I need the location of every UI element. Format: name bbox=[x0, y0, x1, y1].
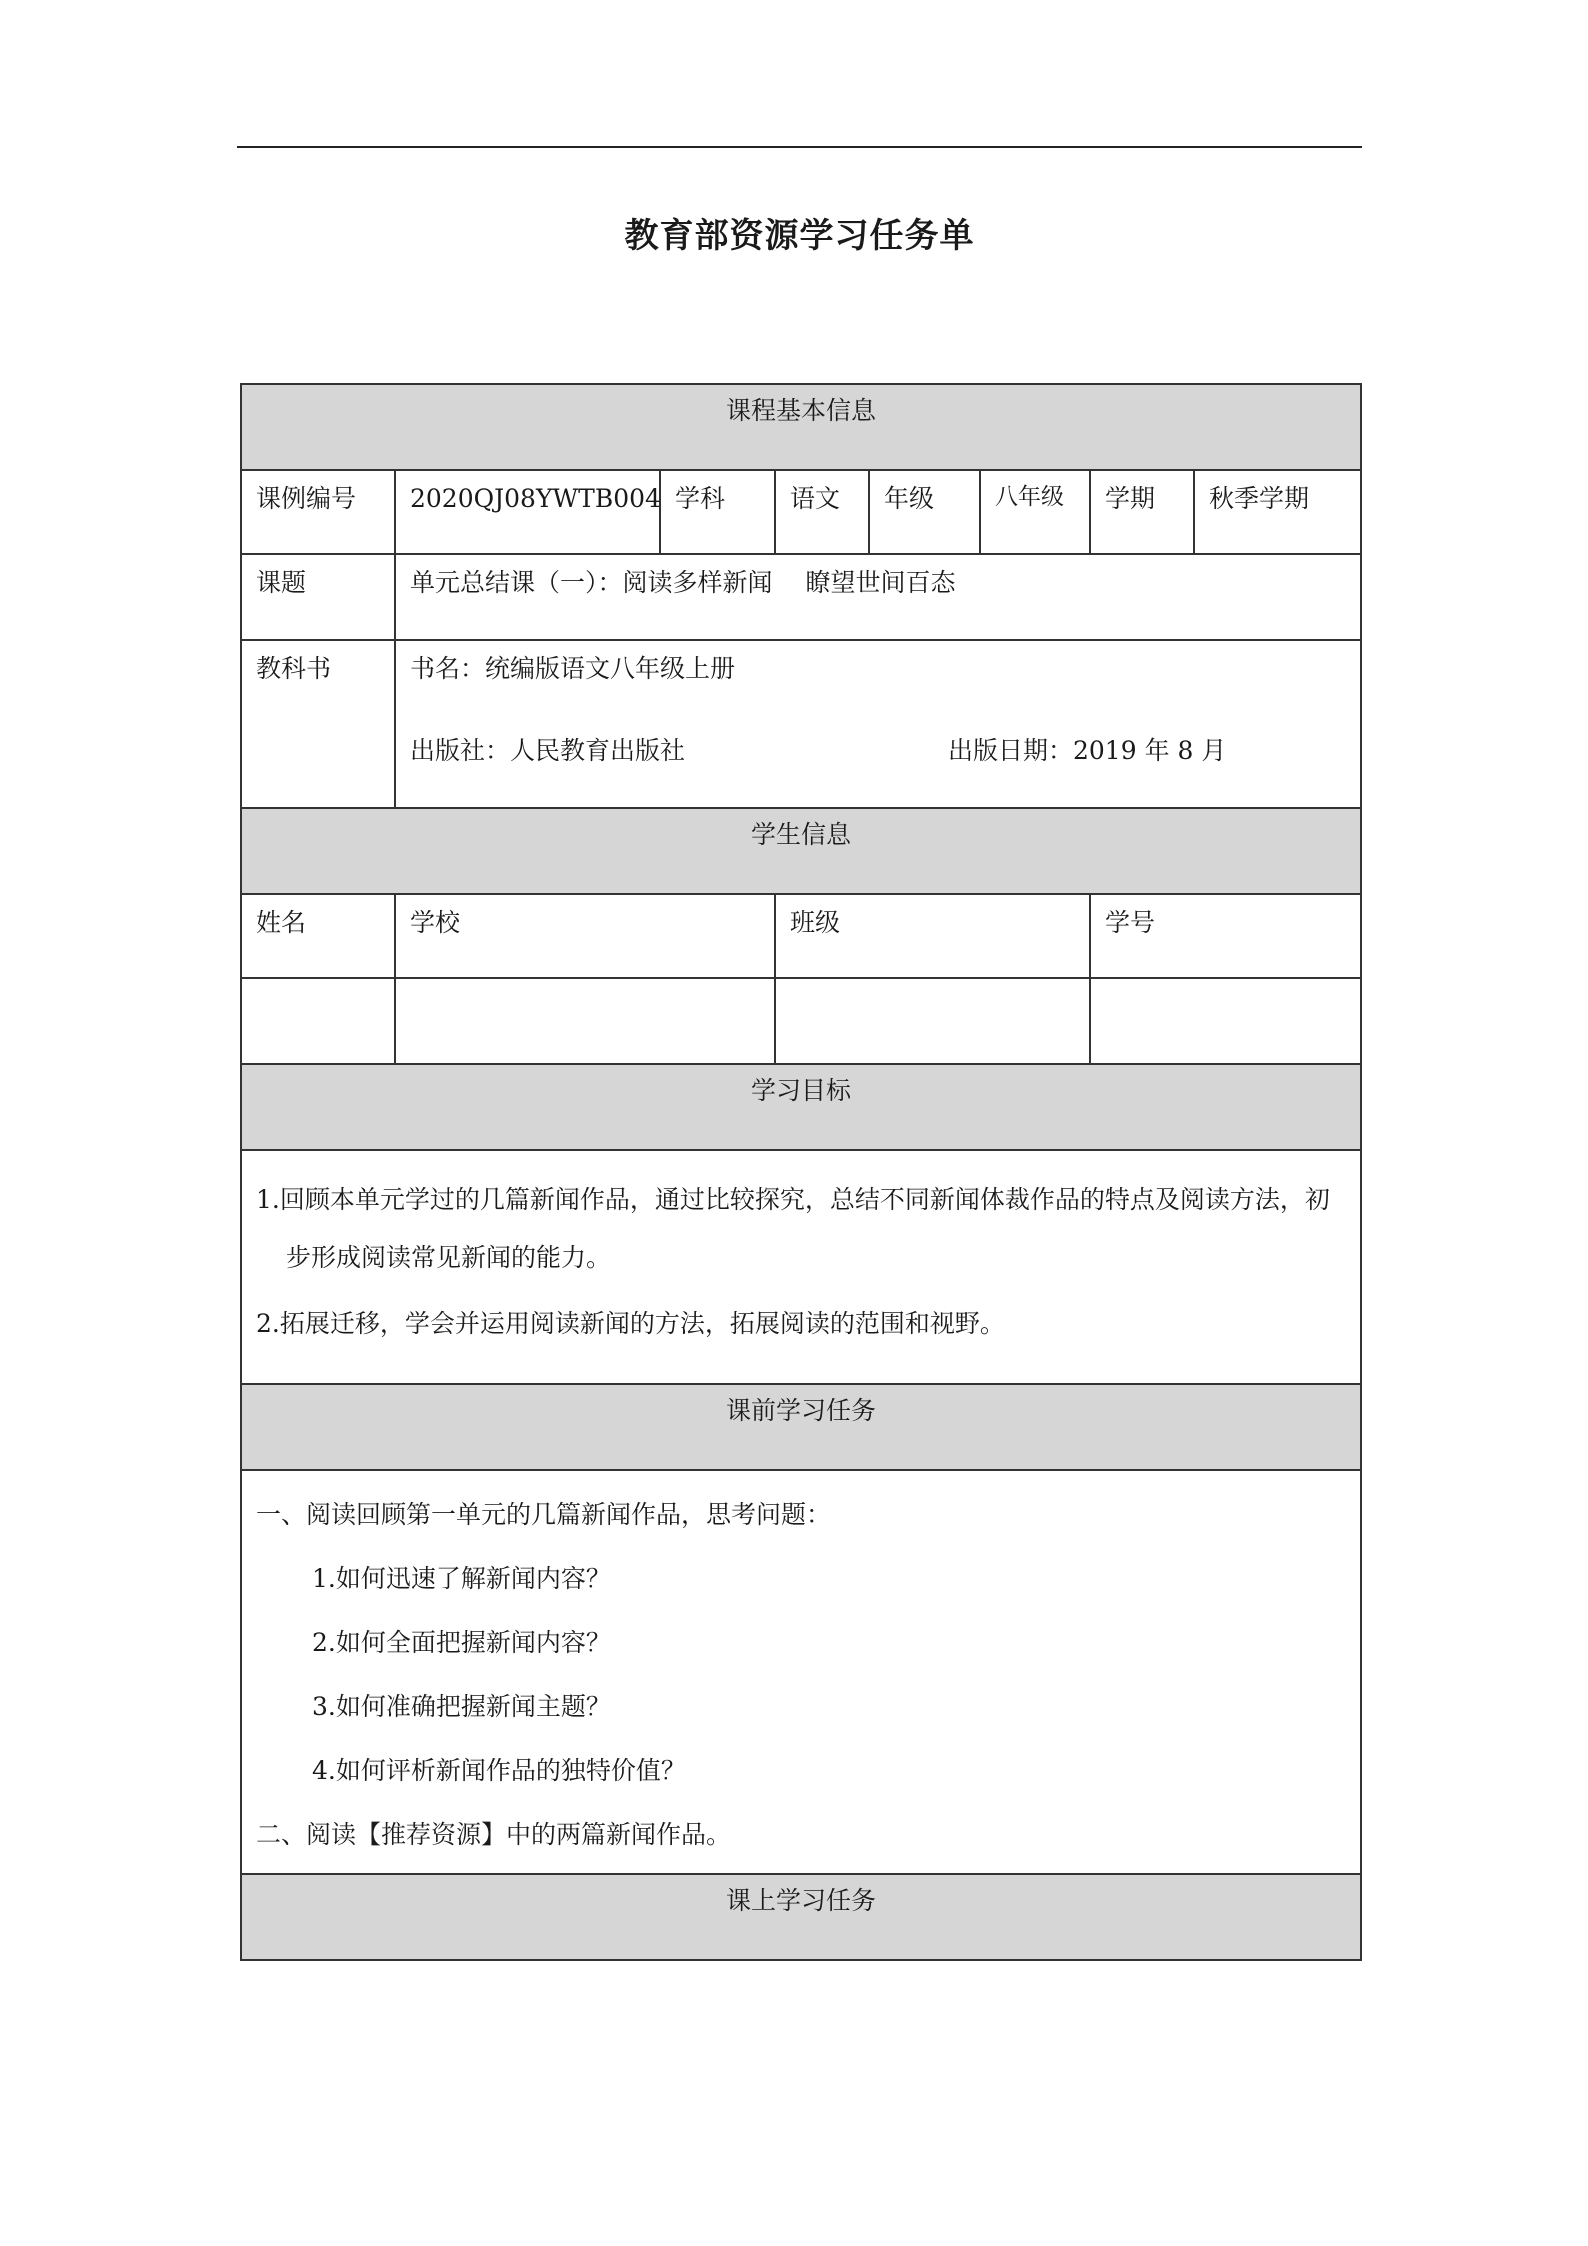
goal-item: 1.回顾本单元学过的几篇新闻作品，通过比较探究，总结不同新闻体裁作品的特点及阅读方法，初步形成阅读常见新闻的能力。 bbox=[256, 1185, 1330, 1272]
textbook-label: 教科书 bbox=[241, 640, 395, 808]
class-label: 班级 bbox=[775, 894, 1090, 978]
grade-value: 八年级 bbox=[980, 470, 1090, 554]
goals-header: 学习目标 bbox=[241, 1064, 1361, 1150]
publisher-line bbox=[410, 735, 1346, 795]
course-info-header: 课程基本信息 bbox=[241, 384, 1361, 470]
grade-label: 年级 bbox=[869, 470, 980, 554]
task-sheet-table bbox=[240, 383, 1362, 1961]
question-item: 1.如何迅速了解新闻内容？ bbox=[312, 1564, 611, 1593]
goal-item: 2.拓展迁移，学会并运用阅读新闻的方法，拓展阅读的范围和视野。 bbox=[256, 1309, 1005, 1338]
school-label: 学校 bbox=[395, 894, 775, 978]
student-name-field[interactable] bbox=[241, 978, 395, 1064]
goals-content bbox=[241, 1150, 1361, 1384]
subject-label: 学科 bbox=[660, 470, 775, 554]
book-name: 书名：统编版语文八年级上册 bbox=[410, 654, 736, 683]
header-rule bbox=[237, 146, 1362, 148]
school-field[interactable] bbox=[395, 978, 775, 1064]
topic-label: 课题 bbox=[241, 554, 395, 640]
term-value: 秋季学期 bbox=[1194, 470, 1361, 554]
textbook-details bbox=[395, 640, 1361, 808]
class-field[interactable] bbox=[775, 978, 1090, 1064]
pre-class-task-1: 一、阅读回顾第一单元的几篇新闻作品，思考问题： bbox=[256, 1500, 832, 1529]
pre-class-task-2: 二、阅读【推荐资源】中的两篇新闻作品。 bbox=[256, 1820, 732, 1849]
subject-value: 语文 bbox=[775, 470, 869, 554]
question-item: 4.如何评析新闻作品的独特价值？ bbox=[312, 1756, 686, 1785]
student-name-label: 姓名 bbox=[241, 894, 395, 978]
student-info-header: 学生信息 bbox=[241, 808, 1361, 894]
course-code-label: 课例编号 bbox=[241, 470, 395, 554]
pre-class-content bbox=[241, 1470, 1361, 1874]
document-title: 教育部资源学习任务单 bbox=[624, 216, 975, 256]
topic-value: 单元总结课（一）：阅读多样新闻 瞭望世间百态 bbox=[395, 554, 1361, 640]
term-label: 学期 bbox=[1090, 470, 1194, 554]
student-id-label: 学号 bbox=[1090, 894, 1361, 978]
question-item: 2.如何全面把握新闻内容？ bbox=[312, 1628, 611, 1657]
in-class-header: 课上学习任务 bbox=[241, 1874, 1361, 1960]
student-id-field[interactable] bbox=[1090, 978, 1361, 1064]
pre-class-header: 课前学习任务 bbox=[241, 1384, 1361, 1470]
publish-date: 出版日期：2019 年 8 月 bbox=[948, 736, 1227, 765]
publisher: 出版社：人民教育出版社 bbox=[410, 736, 686, 765]
question-item: 3.如何准确把握新闻主题？ bbox=[312, 1692, 611, 1721]
course-code-value: 2020QJ08YWTB004 bbox=[395, 470, 660, 554]
